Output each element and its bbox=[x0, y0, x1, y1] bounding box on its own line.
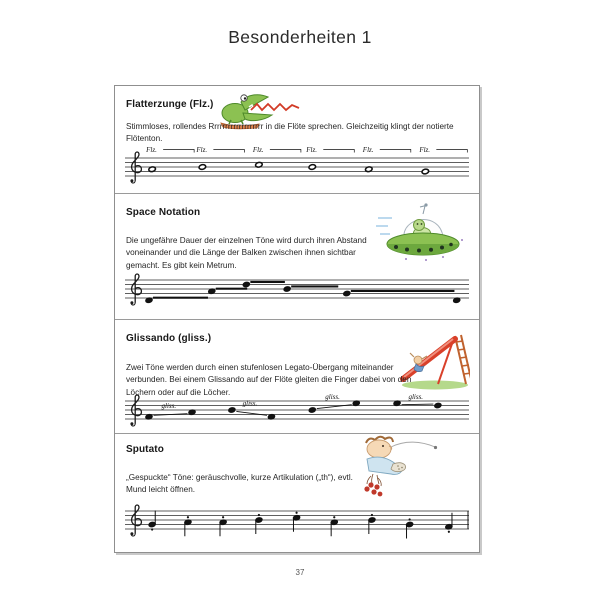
section-heading: Flatterzunge (Flz.) bbox=[126, 99, 214, 110]
page-number: 37 bbox=[295, 568, 305, 577]
svg-text:Flz.: Flz. bbox=[196, 146, 208, 154]
svg-text:gliss.: gliss. bbox=[325, 392, 340, 401]
svg-text:Flz.: Flz. bbox=[306, 146, 317, 154]
section-sputato bbox=[115, 433, 479, 553]
space-notation-staff bbox=[125, 268, 469, 312]
section-heading: Glissando (gliss.) bbox=[126, 333, 212, 344]
content-box bbox=[114, 85, 480, 553]
section-body: Zwei Töne werden durch einen stufenlosen Legato-Übergang miteinander verbunden. Bei einem Glissando auf der Flöte gleiten die Finger dabei von den Löchern oder auf die Löcher. bbox=[126, 363, 412, 397]
section-heading: Sputato bbox=[126, 444, 164, 455]
section-body: „Gespuckte“ Töne: geräuschvolle, kurze Artikulation („th“), evtl. Mund leicht öffnen. bbox=[126, 473, 353, 495]
svg-text:gliss.: gliss. bbox=[161, 401, 177, 410]
section-body: Die ungefähre Dauer der einzelnen Töne wird durch ihren Abstand voneinander und die Länge der Balken zwischen ihnen sichtbar gemacht. Es gibt kein Metrum. bbox=[126, 236, 367, 270]
section-glissando bbox=[115, 319, 479, 433]
section-body: Stimmloses, rollendes Rrrrrrrrrrrrrrrrrrr in die Flöte sprechen. Gleichzeitig klingt der notierte Flötenton. bbox=[126, 122, 454, 144]
page-title: Besonderheiten 1 bbox=[228, 27, 372, 47]
section-heading: Space Notation bbox=[126, 207, 201, 218]
svg-text:gliss.: gliss. bbox=[242, 399, 258, 408]
svg-text:Flz.: Flz. bbox=[252, 146, 264, 154]
svg-text:Flz.: Flz. bbox=[146, 146, 157, 154]
section-flatterzunge bbox=[115, 86, 479, 193]
flatterzunge-staff bbox=[125, 146, 469, 192]
ufo-with-alien-illustration bbox=[376, 200, 471, 262]
sputato-staff bbox=[125, 497, 469, 549]
glissando-staff bbox=[125, 389, 469, 431]
section-space-notation bbox=[115, 193, 479, 319]
svg-text:gliss.: gliss. bbox=[408, 392, 424, 401]
svg-text:Flz.: Flz. bbox=[419, 146, 431, 154]
svg-text:Flz.: Flz. bbox=[362, 146, 374, 154]
